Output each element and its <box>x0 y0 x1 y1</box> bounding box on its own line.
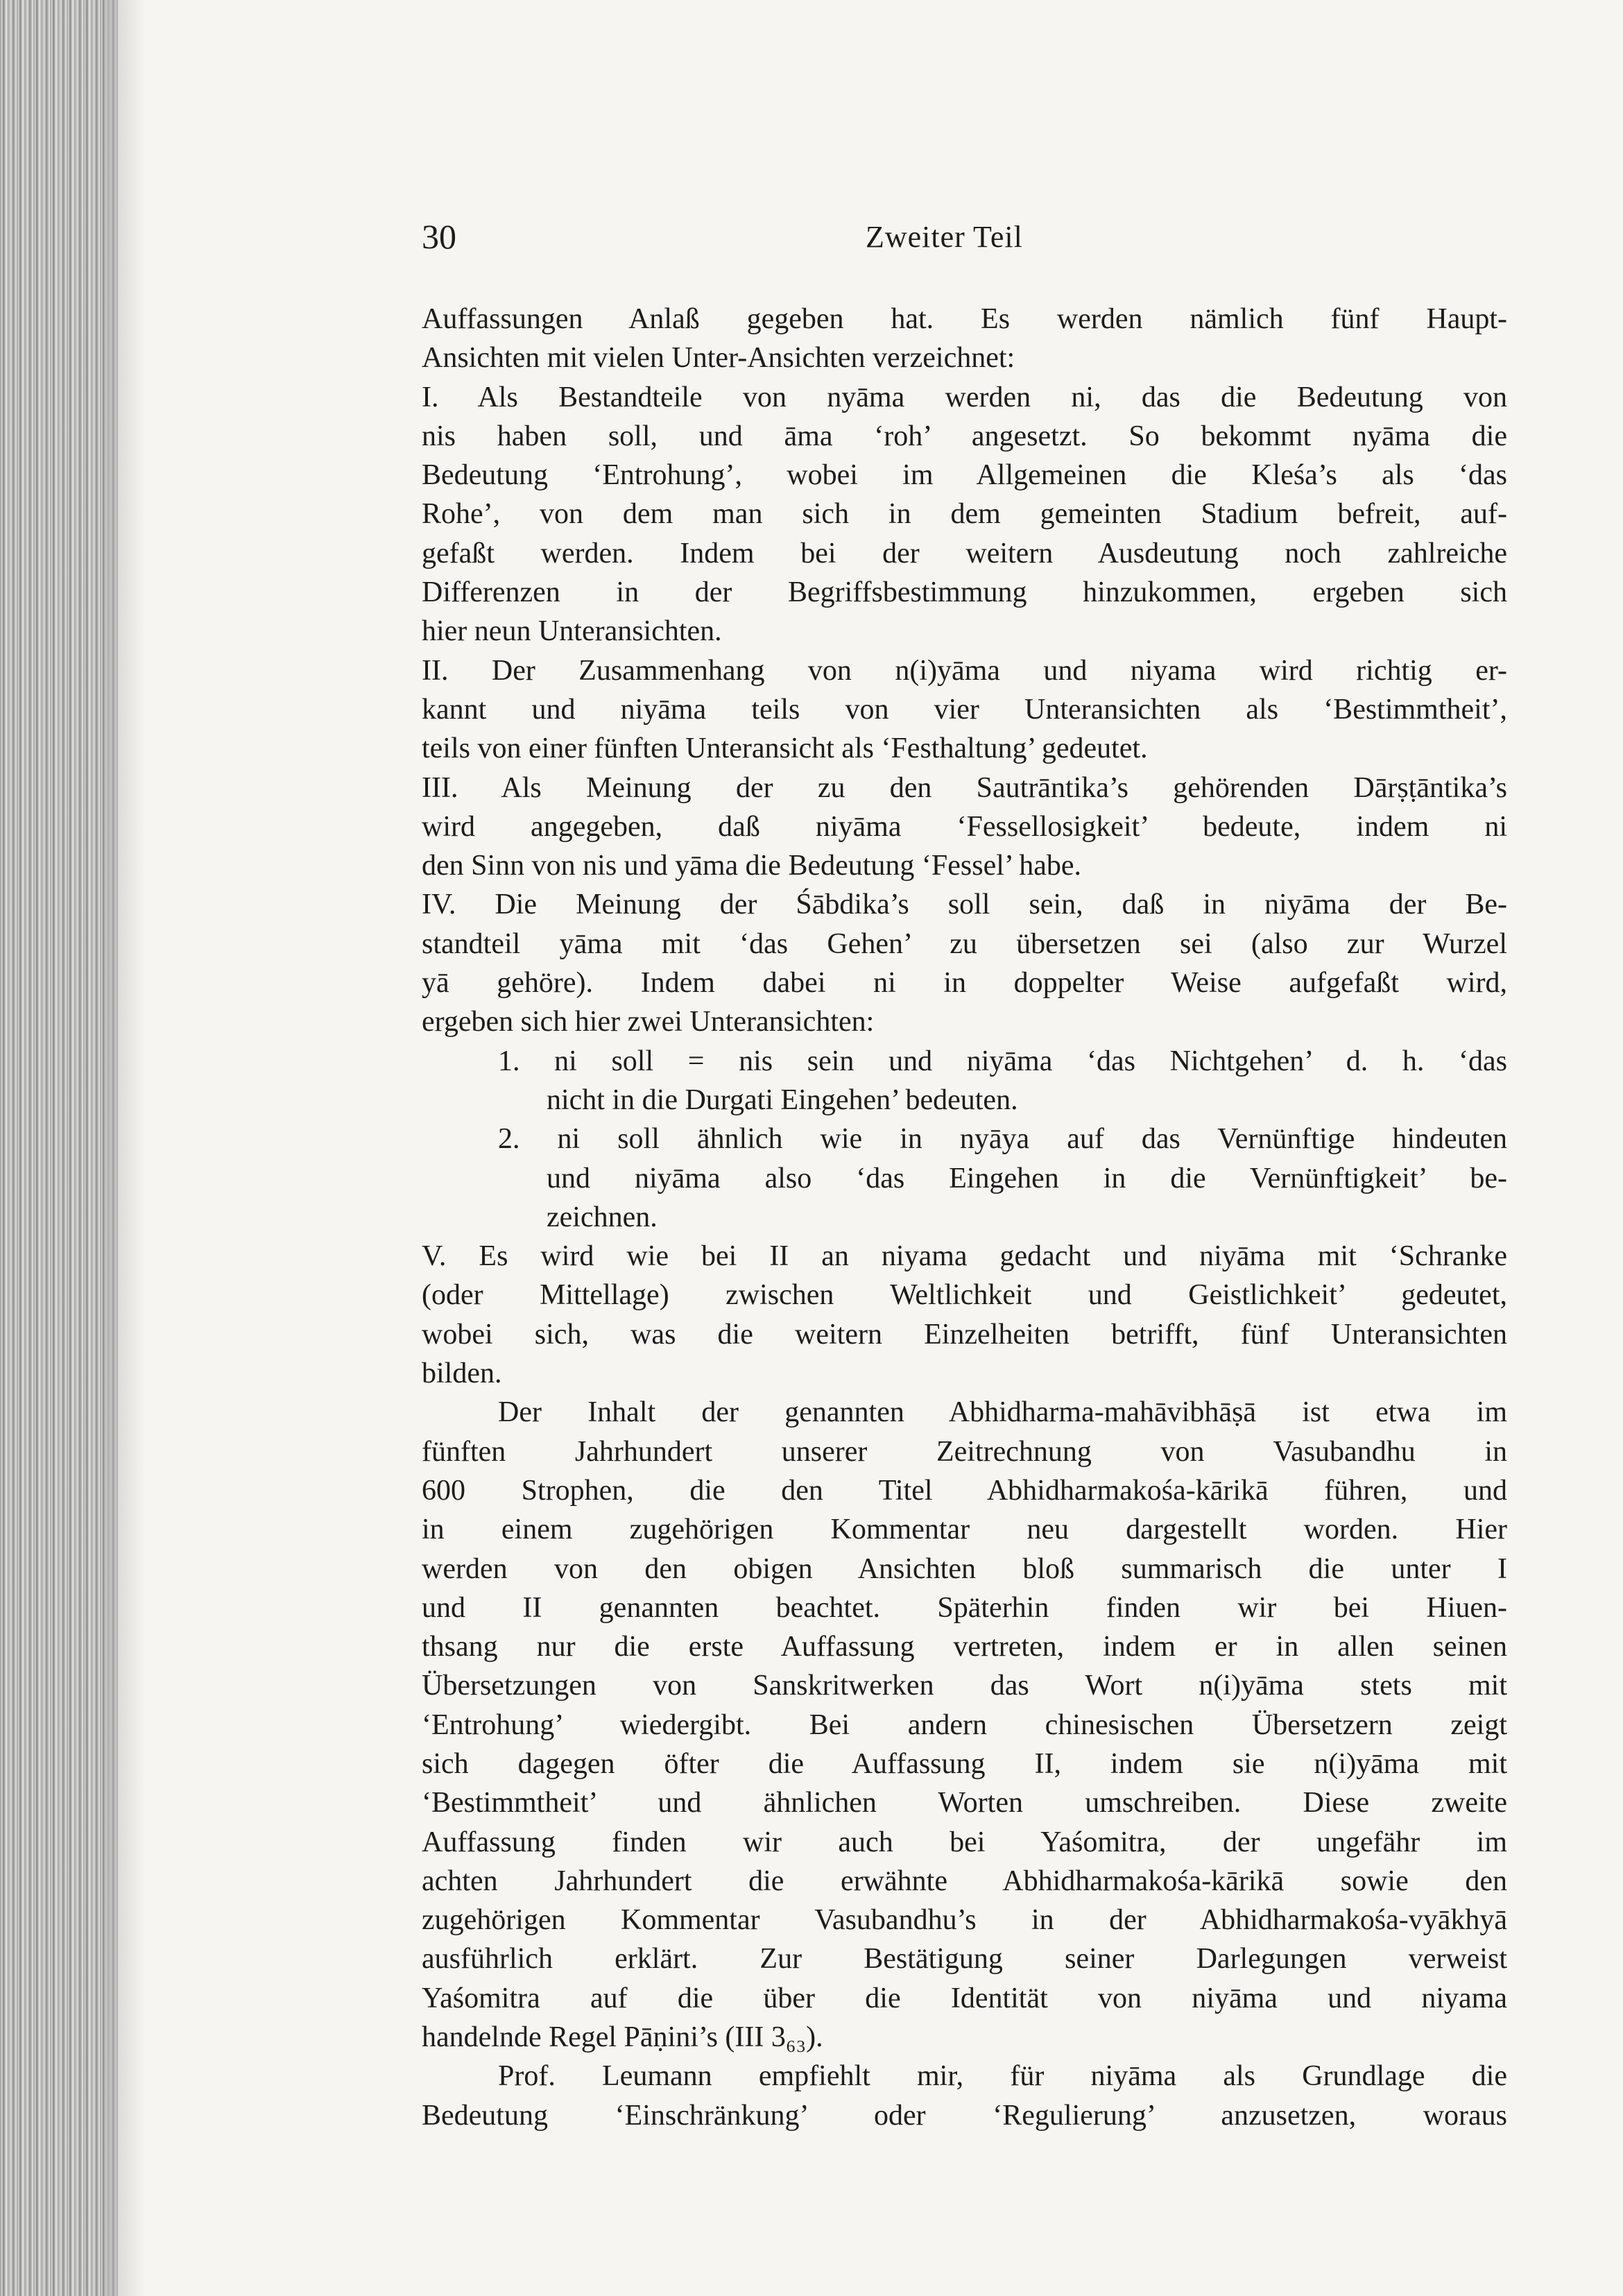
body-text <box>422 300 1507 2135</box>
spine-shadow <box>104 0 146 2296</box>
text-line: Ansichten mit vielen Unter-Ansichten verzeichnet: <box>422 342 1015 375</box>
text-line: II. Der Zusammenhang von n(i)yāma und niyama wird richtig er- <box>422 654 1507 687</box>
text-line: gefaßt werden. Indem bei der weitern Ausdeutung noch zahlreiche <box>422 537 1507 569</box>
book-spine-edge <box>0 0 118 2296</box>
text-line: Bedeutung ‘Entrohung’, wobei im Allgemeinen die Kleśa’s als ‘das <box>422 459 1507 492</box>
text-line: III. Als Meinung der zu den Sautrāntika’s gehörenden Dārṣṭāntika’s <box>422 771 1507 804</box>
text-line: ‘Entrohung’ wiedergibt. Bei andern chinesischen Übersetzern zeigt <box>422 1708 1507 1741</box>
text-line: nicht in die Durgati Eingehen’ bedeuten. <box>547 1083 1018 1116</box>
text-line: den Sinn von nis und yāma die Bedeutung ‘Fessel’ habe. <box>422 850 1082 882</box>
text-line: Yaśomitra auf die über die Identität von niyāma und niyama <box>422 1982 1507 2014</box>
page-header <box>422 216 1507 258</box>
text-line: standteil yāma mit ‘das Gehen’ zu übersetzen sei (also zur Wurzel <box>422 927 1507 960</box>
text-line: zugehörigen Kommentar Vasubandhu’s in der Abhidharmakośa-vyākhyā <box>422 1904 1507 1937</box>
text-line: I. Als Bestandteile von nyāma werden ni, das die Bedeutung von <box>422 381 1507 413</box>
text-line: sich dagegen öfter die Auffassung II, indem sie n(i)yāma mit <box>422 1747 1507 1780</box>
text-line: Übersetzungen von Sanskritwerken das Wort n(i)yāma stets mit <box>422 1670 1507 1702</box>
text-line: handelnde Regel Pāṇini’s (III 3₆₃). <box>422 2021 823 2054</box>
text-line: wird angegeben, daß niyāma ‘Fessellosigkeit’ bedeute, indem ni <box>422 810 1507 843</box>
text-line: IV. Die Meinung der Śābdika’s soll sein, daß in niyāma der Be- <box>422 889 1507 921</box>
text-line: hier neun Unteransichten. <box>422 615 722 648</box>
text-line: Auffassung finden wir auch bei Yaśomitra, der ungefähr im <box>422 1826 1507 1858</box>
text-line: und niyāma also ‘das Eingehen in die Vernünftigkeit’ be- <box>547 1162 1507 1194</box>
running-head: Zweiter Teil <box>866 220 1023 254</box>
text-line: yā gehöre). Indem dabei ni in doppelter Weise aufgefaßt wird, <box>422 967 1507 1000</box>
text-line: 1. ni soll = nis sein und niyāma ‘das Nichtgehen’ d. h. ‘das <box>498 1045 1507 1077</box>
text-line: ausführlich erklärt. Zur Bestätigung seiner Darlegungen verweist <box>422 1943 1507 1976</box>
text-line: Der Inhalt der genannten Abhidharma-mahāvibhāṣā ist etwa im <box>498 1396 1507 1429</box>
text-line: ‘Bestimmtheit’ und ähnlichen Worten umschreiben. Diese zweite <box>422 1787 1507 1819</box>
text-line: Prof. Leumann empfiehlt mir, für niyāma als Grundlage die <box>498 2060 1507 2093</box>
text-line: achten Jahrhundert die erwähnte Abhidharmakośa-kārikā sowie den <box>422 1865 1507 1897</box>
text-line: V. Es wird wie bei II an niyama gedacht und niyāma mit ‘Schranke <box>422 1240 1507 1273</box>
text-line: werden von den obigen Ansichten bloß summarisch die unter I <box>422 1552 1507 1585</box>
text-line: wobei sich, was die weitern Einzelheiten betrifft, fünf Unteransichten <box>422 1318 1507 1351</box>
page-number: 30 <box>422 217 456 256</box>
text-line: Bedeutung ‘Einschränkung’ oder ‘Regulierung’ anzusetzen, woraus <box>422 2099 1507 2132</box>
text-line: Rohe’, von dem man sich in dem gemeinten Stadium befreit, auf- <box>422 498 1507 531</box>
text-line: Differenzen in der Begriffsbestimmung hinzukommen, ergeben sich <box>422 576 1507 609</box>
text-line: 2. ni soll ähnlich wie in nyāya auf das Vernünftige hindeuten <box>498 1123 1507 1156</box>
text-line: nis haben soll, und āma ‘roh’ angesetzt. So bekommt nyāma die <box>422 420 1507 452</box>
text-line: ergeben sich hier zwei Unteransichten: <box>422 1006 875 1038</box>
text-line: und II genannten beachtet. Späterhin finden wir bei Hiuen- <box>422 1591 1507 1624</box>
text-line: kannt und niyāma teils von vier Unteransichten als ‘Bestimmtheit’, <box>422 693 1507 726</box>
text-line: teils von einer fünften Unteransicht als ‘Festhaltung’ gedeutet. <box>422 733 1148 765</box>
text-line: zeichnen. <box>547 1201 658 1233</box>
text-line: in einem zugehörigen Kommentar neu dargestellt worden. Hier <box>422 1514 1507 1546</box>
text-line: thsang nur die erste Auffassung vertreten, indem er in allen seinen <box>422 1631 1507 1663</box>
text-line: (oder Mittellage) zwischen Weltlichkeit und Geistlichkeit’ gedeutet, <box>422 1279 1507 1312</box>
text-line: Auffassungen Anlaß gegeben hat. Es werden nämlich fünf Haupt- <box>422 303 1507 335</box>
text-line: bilden. <box>422 1357 502 1390</box>
text-line: fünften Jahrhundert unserer Zeitrechnung von Vasubandhu in <box>422 1435 1507 1468</box>
text-line: 600 Strophen, die den Titel Abhidharmakośa-kārikā führen, und <box>422 1474 1507 1507</box>
